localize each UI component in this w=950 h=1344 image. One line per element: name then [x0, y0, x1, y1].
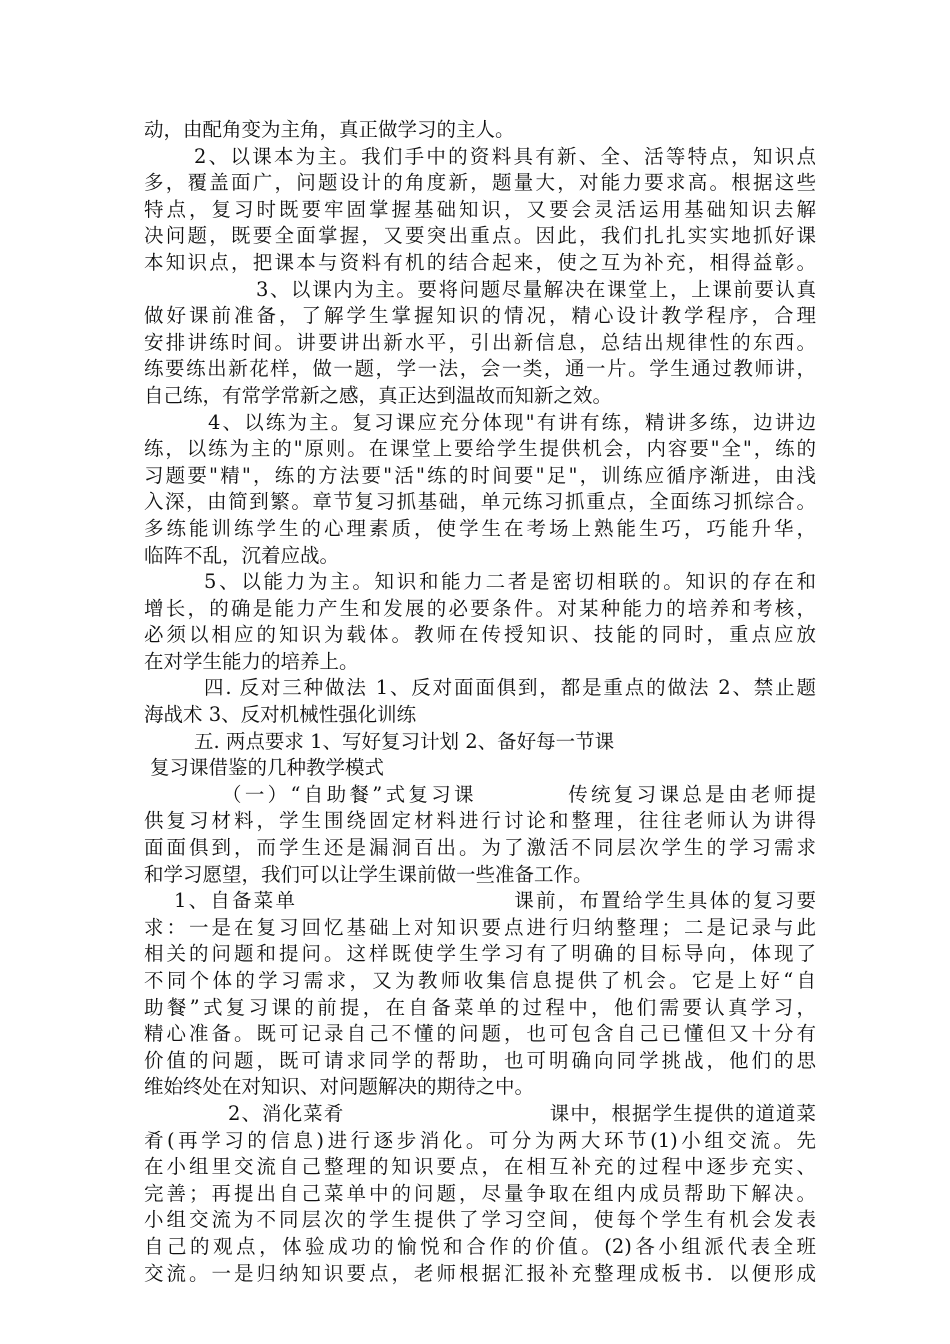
text-line: 在小组里交流自己整理的知识要点，在相互补充的过程中逐步充实、 [144, 1155, 816, 1179]
text-line: 求：一是在复习回忆基础上对知识要点进行归纳整理；二是记录与此 [144, 915, 816, 939]
text-line: 2、消化菜肴 课中，根据学生提供的道道菜 [228, 1101, 816, 1125]
text-line: 和学习愿望，我们可以让学生课前做一些准备工作。 [144, 862, 593, 886]
text-line: 肴(再学习的信息)进行逐步消化。可分为两大环节(1)小组交流。先 [144, 1128, 816, 1152]
text-line: 不同个体的学习需求，又为教师收集信息提供了机会。它是上好“自 [144, 969, 816, 992]
text-line: 练，以练为主的"原则。在课堂上要给学生提供机会，内容要"全"，练的 [144, 437, 816, 461]
text-line: 完善；再提出自己菜单中的问题，尽量争取在组内成员帮助下解决。 [144, 1181, 816, 1205]
text-line: 供复习材料，学生围绕固定材料进行讨论和整理，往往老师认为讲得 [144, 809, 816, 833]
text-line: 5、以能力为主。知识和能力二者是密切相联的。知识的存在和 [204, 570, 816, 594]
text-line: 决问题，既要全面掌握，又要突出重点。因此，我们扎扎实实地抓好课 [144, 224, 816, 248]
text-line: 2、以课本为主。我们手中的资料具有新、全、活等特点，知识点 [194, 144, 816, 168]
text-line: 小组交流为不同层次的学生提供了学习空间，使每个学生有机会发表 [144, 1208, 816, 1232]
text-line: 复习课借鉴的几种教学模式 [150, 756, 385, 780]
text-line: 自己的观点，体验成功的愉悦和合作的价值。(2)各小组派代表全班 [144, 1234, 816, 1258]
text-line: 交流。一是归纳知识要点，老师根据汇报补充整理成板书．以便形成 [144, 1261, 816, 1285]
text-line: 相关的问题和提问。这样既使学生学习有了明确的目标导向，体现了 [144, 942, 816, 966]
text-line: 在对学生能力的培养上。 [144, 649, 359, 673]
text-line: 四. 反对三种做法 1、反对面面俱到，都是重点的做法 2、禁止题 [204, 676, 816, 700]
text-line: 3、以课内为主。要将问题尽量解决在课堂上，上课前要认真 [256, 277, 816, 301]
text-line: 海战术 3、反对机械性强化训练 [144, 703, 417, 727]
text-line: 五. 两点要求 1、写好复习计划 2、备好每一节课 [194, 729, 615, 753]
text-line: 1、自备菜单 课前，布置给学生具体的复习要 [174, 889, 816, 913]
text-line: 本知识点，把课本与资料有机的结合起来，使之互为补充，相得益彰。 [144, 250, 816, 274]
text-line: 精心准备。既可记录自己不懂的问题，也可包含自己已懂但又十分有 [144, 1022, 816, 1046]
text-line: 4、以练为主。复习课应充分体现"有讲有练，精讲多练，边讲边 [208, 410, 816, 434]
body-text [144, 117, 816, 1287]
text-line: 增长，的确是能力产生和发展的必要条件。对某种能力的培养和考核， [144, 596, 816, 620]
text-line: 习题要"精"，练的方法要"活"练的时间要"足"，训练应循序渐进，由浅 [144, 463, 816, 487]
text-line: 面面俱到，而学生还是漏洞百出。为了激活不同层次学生的学习需求 [144, 836, 816, 860]
text-line: 维始终处在对知识、对问题解决的期待之中。 [144, 1075, 535, 1099]
text-line: 安排讲练时间。讲要讲出新水平，引出新信息，总结出规律性的东西。 [144, 330, 816, 354]
text-line: （一）“自助餐”式复习课 传统复习课总是由老师提 [222, 782, 816, 806]
text-line: 练要练出新花样，做一题，学一法，会一类，通一片。学生通过教师讲， [144, 357, 816, 381]
text-line: 临阵不乱，沉着应战。 [144, 543, 340, 567]
text-line: 价值的问题，既可请求同学的帮助，也可明确向同学挑战，他们的思 [144, 1048, 816, 1072]
text-line: 必须以相应的知识为载体。教师在传授知识、技能的同时，重点应放 [144, 623, 816, 647]
text-line: 动，由配角变为主角，真正做学习的主人。 [144, 118, 515, 141]
text-line: 多，覆盖面广，问题设计的角度新，题量大，对能力要求高。根据这些 [144, 171, 816, 195]
text-line: 入深，由简到繁。章节复习抓基础，单元练习抓重点，全面练习抓综合。 [144, 490, 816, 514]
text-line: 多练能训练学生的心理素质，使学生在考场上熟能生巧，巧能升华， [144, 516, 816, 540]
text-line: 自己练，有常学常新之感，真正达到温故而知新之效。 [144, 383, 613, 407]
text-line: 做好课前准备，了解学生掌握知识的情况，精心设计教学程序，合理 [144, 304, 816, 328]
text-line: 特点，复习时既要牢固掌握基础知识，又要会灵活运用基础知识去解 [144, 197, 816, 221]
text-line: 助餐”式复习课的前提，在自备菜单的过程中，他们需要认真学习， [144, 995, 816, 1019]
